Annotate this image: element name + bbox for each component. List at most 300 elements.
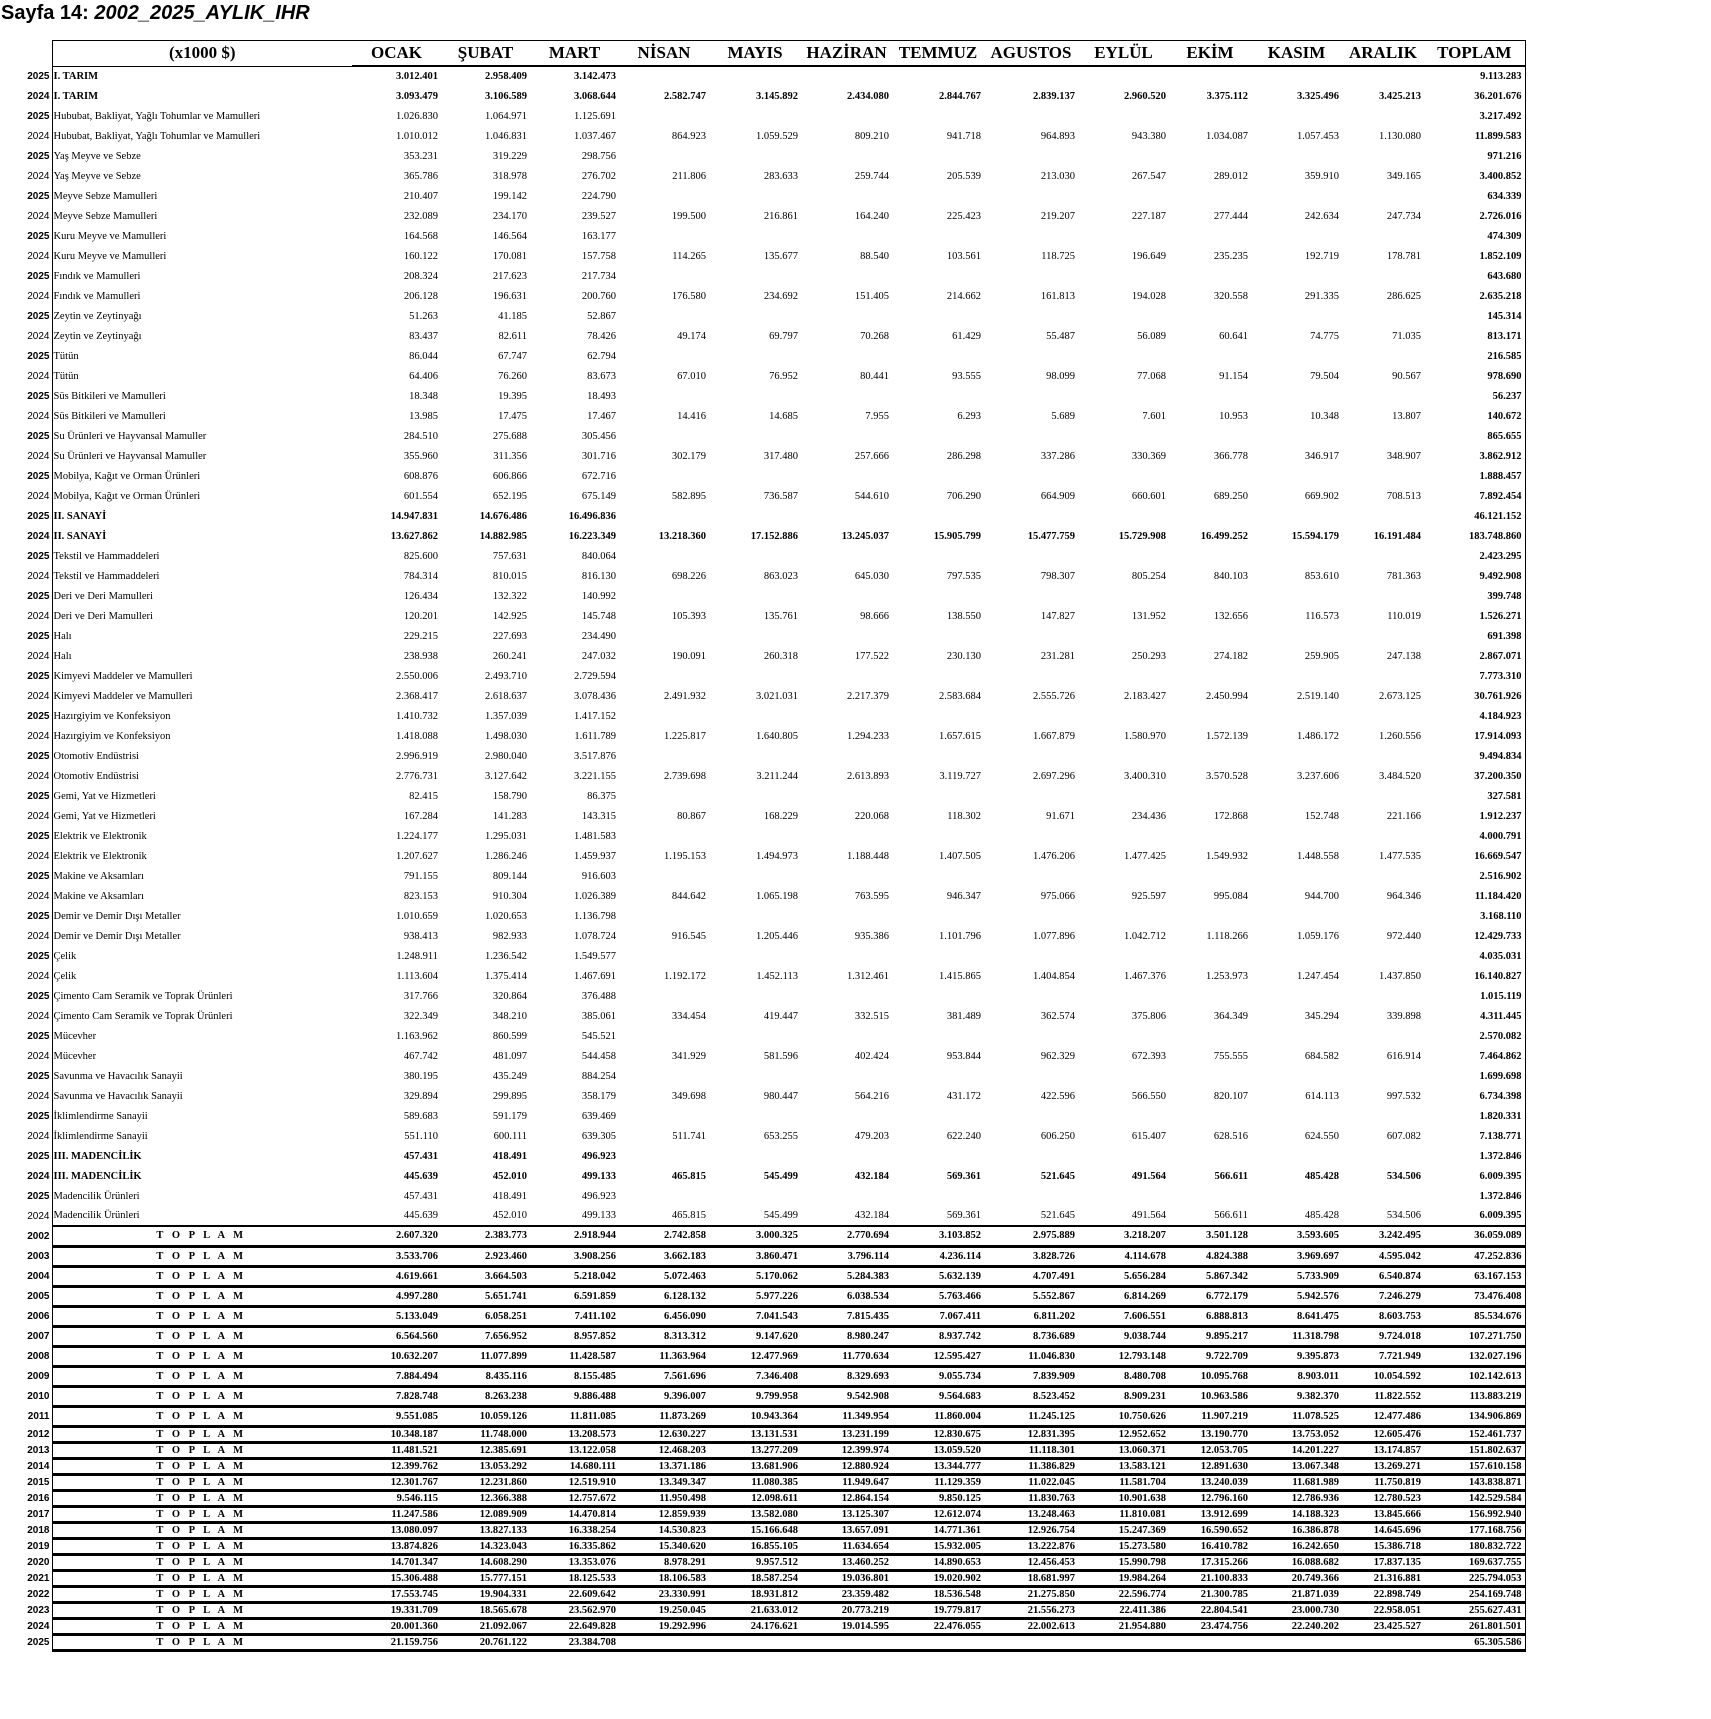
month-value (1169, 506, 1251, 526)
month-value: 5.632.139 (892, 1266, 984, 1286)
year-cell: 2007 (27, 1330, 50, 1342)
month-value: 582.895 (671, 490, 706, 502)
month-value: 217.623 (492, 270, 527, 282)
month-value: 12.796.160 (1169, 1490, 1251, 1506)
month-value: 9.147.620 (709, 1326, 801, 1346)
month-value (1169, 426, 1251, 446)
month-value: 18.681.997 (984, 1570, 1078, 1586)
month-value: 13.067.348 (1251, 1458, 1342, 1474)
month-value: 13.753.052 (1251, 1426, 1342, 1442)
month-value (984, 946, 1078, 966)
month-value: 90.567 (1392, 370, 1421, 382)
category-label: Kimyevi Maddeler ve Mamulleri (52, 686, 352, 706)
month-value (1251, 506, 1342, 526)
month-value: 938.413 (403, 930, 438, 942)
month-value: 615.407 (1131, 1130, 1166, 1142)
month-value: 3.425.213 (1379, 90, 1421, 102)
annual-total-row (0, 1406, 1525, 1426)
month-value (1169, 706, 1251, 726)
row-total: 12.429.733 (1424, 926, 1525, 946)
month-value (1169, 1066, 1251, 1086)
month-value (619, 986, 709, 1006)
month-value (984, 226, 1078, 246)
month-value (801, 1186, 892, 1206)
year-cell: 2025 (27, 710, 50, 722)
year-cell: 2024 (27, 1010, 50, 1022)
month-value: 925.597 (1131, 890, 1166, 902)
month-value: 12.757.672 (530, 1490, 619, 1506)
month-value: 432.184 (854, 1170, 889, 1182)
month-value (1342, 786, 1424, 806)
table-row (0, 666, 1525, 686)
month-value: 1.357.039 (485, 710, 527, 722)
year-cell: 2024 (27, 570, 50, 582)
month-value: 4.619.661 (352, 1266, 441, 1286)
month-value (1342, 226, 1424, 246)
month-value: 211.806 (672, 170, 706, 182)
month-value (619, 546, 709, 566)
table-row (0, 946, 1525, 966)
month-value: 257.666 (854, 450, 889, 462)
month-value: 1.057.453 (1297, 130, 1339, 142)
month-value: 217.734 (581, 270, 616, 282)
year-cell: 2024 (27, 1090, 50, 1102)
month-value: 432.184 (854, 1210, 889, 1221)
month-value: 16.223.349 (568, 530, 616, 542)
month-value: 863.023 (763, 570, 798, 582)
sheet-heading (1, 2, 310, 25)
month-value: 7.721.949 (1342, 1346, 1424, 1366)
month-value: 1.294.233 (847, 730, 889, 742)
month-value (984, 706, 1078, 726)
month-value (801, 1146, 892, 1166)
month-value: 18.106.583 (619, 1570, 709, 1586)
month-value: 19.036.801 (801, 1570, 892, 1586)
year-cell: 2014 (27, 1460, 50, 1472)
month-value: 15.386.718 (1342, 1538, 1424, 1554)
month-value (619, 826, 709, 846)
year-cell: 2025 (27, 350, 50, 362)
month-value (1078, 506, 1169, 526)
month-value: 13.245.037 (841, 530, 889, 542)
month-value: 105.393 (671, 610, 706, 622)
category-label: Kimyevi Maddeler ve Mamulleri (52, 666, 352, 686)
year-cell: 2024 (27, 410, 50, 422)
table-row (0, 166, 1525, 186)
month-value (1251, 826, 1342, 846)
month-value: 206.128 (403, 290, 438, 302)
month-value: 944.700 (1304, 890, 1339, 902)
month-value: 10.953 (1219, 410, 1248, 422)
month-value: 1.286.246 (485, 850, 527, 862)
row-total: 2.570.082 (1424, 1026, 1525, 1046)
month-value: 884.254 (581, 1070, 616, 1082)
month-value: 365.786 (403, 170, 438, 182)
month-value: 798.307 (1040, 570, 1075, 582)
year-cell: 2025 (27, 150, 50, 162)
month-value: 9.055.734 (892, 1366, 984, 1386)
row-total: 399.748 (1424, 586, 1525, 606)
month-value: 16.499.252 (1200, 530, 1248, 542)
month-value: 1.163.962 (396, 1030, 438, 1042)
total-label: T O P L A M (52, 1554, 352, 1570)
month-value: 348.210 (492, 1010, 527, 1022)
month-value: 77.068 (1137, 370, 1166, 382)
month-value: 1.130.080 (1379, 130, 1421, 142)
month-header: MART (530, 41, 619, 67)
month-value: 346.917 (1304, 450, 1339, 462)
month-value: 13.222.876 (984, 1538, 1078, 1554)
year-cell: 2025 (27, 1636, 50, 1648)
month-value: 12.089.909 (441, 1506, 530, 1522)
year-cell: 2025 (27, 430, 50, 442)
month-value (801, 866, 892, 886)
month-value (1251, 866, 1342, 886)
month-value: 213.030 (1040, 170, 1075, 182)
month-value (1342, 666, 1424, 686)
month-value (801, 466, 892, 486)
month-value: 192.719 (1304, 250, 1339, 262)
month-value: 19.020.902 (892, 1570, 984, 1586)
month-value (984, 186, 1078, 206)
table-row (0, 406, 1525, 426)
month-value (1251, 666, 1342, 686)
month-value: 6.814.269 (1078, 1286, 1169, 1306)
month-value (619, 866, 709, 886)
month-value (892, 386, 984, 406)
month-value: 11.770.634 (801, 1346, 892, 1366)
month-value (984, 586, 1078, 606)
month-value: 624.550 (1304, 1130, 1339, 1142)
total-label: T O P L A M (52, 1538, 352, 1554)
month-value: 20.773.219 (801, 1602, 892, 1618)
month-value (1251, 946, 1342, 966)
month-value: 8.603.753 (1342, 1306, 1424, 1326)
month-value: 19.014.595 (801, 1618, 892, 1634)
row-total: 152.461.737 (1424, 1426, 1525, 1442)
year-cell: 2023 (27, 1604, 50, 1616)
month-value (1342, 346, 1424, 366)
month-value (709, 746, 801, 766)
month-value (709, 386, 801, 406)
month-value: 15.729.908 (1118, 530, 1166, 542)
month-value (619, 466, 709, 486)
category-label: Deri ve Deri Mamulleri (52, 606, 352, 626)
month-value: 230.130 (946, 650, 981, 662)
month-value: 17.837.135 (1342, 1554, 1424, 1570)
month-value (801, 546, 892, 566)
month-value: 13.131.531 (709, 1426, 801, 1442)
month-value: 320.558 (1213, 290, 1248, 302)
month-value (892, 1634, 984, 1650)
month-value: 12.399.762 (352, 1458, 441, 1474)
category-label: Otomotiv Endüstrisi (52, 766, 352, 786)
category-label: Savunma ve Havacılık Sanayii (52, 1066, 352, 1086)
month-header: TEMMUZ (892, 41, 984, 67)
row-total: 978.690 (1424, 366, 1525, 386)
month-value (984, 1106, 1078, 1126)
table-row (0, 966, 1525, 986)
month-value (1169, 586, 1251, 606)
month-value: 9.957.512 (709, 1554, 801, 1570)
month-value: 2.183.427 (1124, 690, 1166, 702)
month-value (1342, 106, 1424, 126)
month-value (1342, 1106, 1424, 1126)
month-value (1169, 826, 1251, 846)
month-value: 616.914 (1386, 1050, 1421, 1062)
month-value: 76.260 (498, 370, 527, 382)
month-value: 13.059.520 (892, 1442, 984, 1458)
month-value (1342, 1066, 1424, 1086)
row-total: 102.142.613 (1424, 1366, 1525, 1386)
month-value: 1.549.932 (1206, 850, 1248, 862)
year-cell: 2021 (27, 1572, 50, 1584)
year-cell: 2012 (27, 1428, 50, 1440)
month-value: 422.596 (1040, 1090, 1075, 1102)
table-row (0, 866, 1525, 886)
month-value: 168.229 (763, 810, 798, 822)
month-value: 7.606.551 (1078, 1306, 1169, 1326)
month-value: 601.554 (403, 490, 438, 502)
month-value: 11.349.954 (801, 1406, 892, 1426)
sheet-name: 2002_2025_AYLIK_IHR (94, 2, 310, 24)
month-value: 12.595.427 (892, 1346, 984, 1366)
month-value: 235.235 (1213, 250, 1248, 262)
month-value: 19.395 (498, 390, 527, 402)
row-total: 16.140.827 (1424, 966, 1525, 986)
month-value: 1.498.030 (485, 730, 527, 742)
category-label: Yaş Meyve ve Sebze (52, 166, 352, 186)
year-cell: 2024 (27, 810, 50, 822)
month-value: 167.284 (403, 810, 438, 822)
month-value: 13.681.906 (709, 1458, 801, 1474)
row-total: 30.761.926 (1424, 686, 1525, 706)
month-value: 14.947.831 (390, 510, 438, 522)
month-value (1342, 826, 1424, 846)
month-value: 64.406 (409, 370, 438, 382)
month-value: 15.166.648 (709, 1522, 801, 1538)
month-value: 11.077.899 (441, 1346, 530, 1366)
month-value: 736.587 (763, 490, 798, 502)
year-cell: 2024 (27, 1620, 50, 1632)
month-value: 935.386 (854, 930, 889, 942)
row-total: 4.000.791 (1424, 826, 1525, 846)
month-value: 11.748.000 (441, 1426, 530, 1442)
month-value: 22.240.202 (1251, 1618, 1342, 1634)
category-label: İklimlendirme Sanayii (52, 1126, 352, 1146)
month-value: 17.315.266 (1169, 1554, 1251, 1570)
month-value: 8.978.291 (619, 1554, 709, 1570)
month-value: 16.335.862 (530, 1538, 619, 1554)
month-value: 13.371.186 (619, 1458, 709, 1474)
table-row (0, 1106, 1525, 1126)
month-value: 12.477.486 (1342, 1406, 1424, 1426)
category-label: Halı (52, 646, 352, 666)
month-value (709, 786, 801, 806)
category-label: II. SANAYİ (52, 526, 352, 546)
month-value (1078, 426, 1169, 446)
row-total: 180.832.722 (1424, 1538, 1525, 1554)
month-value (984, 826, 1078, 846)
month-value: 9.542.908 (801, 1386, 892, 1406)
month-value: 13.582.080 (709, 1506, 801, 1522)
year-cell: 2008 (27, 1350, 50, 1362)
month-value: 8.435.116 (441, 1366, 530, 1386)
month-value: 1.192.172 (664, 970, 706, 982)
month-value: 13.269.271 (1342, 1458, 1424, 1474)
category-label: Süs Bitkileri ve Mamulleri (52, 406, 352, 426)
month-value (1078, 1066, 1169, 1086)
month-value (1342, 1026, 1424, 1046)
row-total: 36.059.089 (1424, 1226, 1525, 1246)
month-value (1342, 466, 1424, 486)
month-value (709, 946, 801, 966)
month-value: 5.072.463 (619, 1266, 709, 1286)
month-value: 622.240 (946, 1130, 981, 1142)
month-value: 345.294 (1304, 1010, 1339, 1022)
month-value: 3.093.479 (396, 90, 438, 102)
category-label: Hububat, Bakliyat, Yağlı Tohumlar ve Mamulleri (52, 106, 352, 126)
month-value: 259.744 (854, 170, 889, 182)
month-value (892, 786, 984, 806)
month-header: HAZİRAN (801, 41, 892, 67)
month-value: 1.260.556 (1379, 730, 1421, 742)
month-value: 176.580 (671, 290, 706, 302)
month-value: 491.564 (1131, 1210, 1166, 1221)
category-label: III. MADENCİLİK (52, 1166, 352, 1186)
month-value (1078, 826, 1169, 846)
category-label: Çimento Cam Seramik ve Toprak Ürünleri (52, 1006, 352, 1026)
month-value (709, 1106, 801, 1126)
month-value: 755.555 (1213, 1050, 1248, 1062)
category-label: Hububat, Bakliyat, Yağlı Tohumlar ve Mamulleri (52, 126, 352, 146)
month-value: 653.255 (763, 1130, 798, 1142)
month-value: 21.316.881 (1342, 1570, 1424, 1586)
annual-total-row (0, 1442, 1525, 1458)
month-header: EKİM (1169, 41, 1251, 67)
month-value: 3.145.892 (756, 90, 798, 102)
month-value: 13.122.058 (530, 1442, 619, 1458)
month-value: 485.428 (1304, 1210, 1339, 1221)
month-value: 1.046.831 (485, 130, 527, 142)
month-value: 521.645 (1040, 1170, 1075, 1182)
month-value: 499.133 (581, 1210, 616, 1221)
month-value: 11.022.045 (984, 1474, 1078, 1490)
month-value (619, 186, 709, 206)
month-value: 381.489 (946, 1010, 981, 1022)
month-value: 332.515 (854, 1010, 889, 1022)
month-value: 238.938 (403, 650, 438, 662)
month-value (984, 546, 1078, 566)
month-value: 545.499 (763, 1170, 798, 1182)
table-row (0, 146, 1525, 166)
month-value (892, 346, 984, 366)
month-value: 7.656.952 (441, 1326, 530, 1346)
month-value: 791.155 (403, 870, 438, 882)
table-row (0, 226, 1525, 246)
month-value: 600.111 (493, 1130, 527, 1142)
month-value: 91.671 (1046, 810, 1075, 822)
month-value: 2.673.125 (1379, 690, 1421, 702)
month-value: 131.952 (1131, 610, 1166, 622)
total-label: T O P L A M (52, 1474, 352, 1490)
month-value: 13.827.133 (441, 1522, 530, 1538)
month-value (984, 106, 1078, 126)
month-value (801, 626, 892, 646)
month-value: 13.874.826 (352, 1538, 441, 1554)
month-value: 8.523.452 (984, 1386, 1078, 1406)
month-value: 8.736.689 (984, 1326, 1078, 1346)
month-value: 19.250.045 (619, 1602, 709, 1618)
month-value: 13.218.360 (658, 530, 706, 542)
month-value: 4.595.042 (1342, 1246, 1424, 1266)
month-value: 18.565.678 (441, 1602, 530, 1618)
month-value: 298.756 (581, 150, 616, 162)
month-value (892, 66, 984, 86)
month-header: KASIM (1251, 41, 1342, 67)
month-value (1169, 106, 1251, 126)
month-value (1342, 66, 1424, 86)
month-value (1078, 786, 1169, 806)
year-cell: 2024 (27, 1050, 50, 1062)
month-value: 1.136.798 (574, 910, 616, 922)
month-value: 15.777.151 (441, 1570, 530, 1586)
month-value: 23.359.482 (801, 1586, 892, 1602)
row-total: 134.906.869 (1424, 1406, 1525, 1426)
month-value: 12.786.936 (1251, 1490, 1342, 1506)
month-value: 20.001.360 (352, 1618, 441, 1634)
month-value (709, 306, 801, 326)
month-value: 366.778 (1213, 450, 1248, 462)
month-value: 12.399.974 (801, 1442, 892, 1458)
month-value: 9.546.115 (352, 1490, 441, 1506)
year-cell: 2025 (27, 1070, 50, 1082)
row-total: 327.581 (1424, 786, 1525, 806)
month-value: 18.536.548 (892, 1586, 984, 1602)
month-value: 18.493 (587, 390, 616, 402)
month-value: 953.844 (946, 1050, 981, 1062)
table-row (0, 486, 1525, 506)
row-total: 145.314 (1424, 306, 1525, 326)
month-value: 11.129.359 (892, 1474, 984, 1490)
row-total: 1.888.457 (1424, 466, 1525, 486)
month-value: 11.750.819 (1342, 1474, 1424, 1490)
month-value: 172.868 (1213, 810, 1248, 822)
month-value: 311.356 (493, 450, 527, 462)
month-value: 11.080.385 (709, 1474, 801, 1490)
row-total: 56.237 (1424, 386, 1525, 406)
month-value: 1.580.970 (1124, 730, 1166, 742)
month-value (709, 826, 801, 846)
month-value: 12.630.227 (619, 1426, 709, 1442)
year-cell: 2024 (27, 1130, 50, 1142)
year-cell: 2015 (27, 1476, 50, 1488)
month-value: 628.516 (1213, 1130, 1248, 1142)
table-row (0, 626, 1525, 646)
month-value (619, 626, 709, 646)
month-value: 88.540 (860, 250, 889, 262)
month-value (1251, 266, 1342, 286)
month-value: 6.888.813 (1169, 1306, 1251, 1326)
month-value (1169, 1106, 1251, 1126)
month-value: 1.113.604 (396, 970, 438, 982)
month-value: 138.550 (946, 610, 981, 622)
month-value: 4.114.678 (1078, 1246, 1169, 1266)
row-total: 1.852.109 (1424, 246, 1525, 266)
month-value: 355.960 (403, 450, 438, 462)
month-value: 757.631 (492, 550, 527, 562)
total-label: T O P L A M (52, 1366, 352, 1386)
